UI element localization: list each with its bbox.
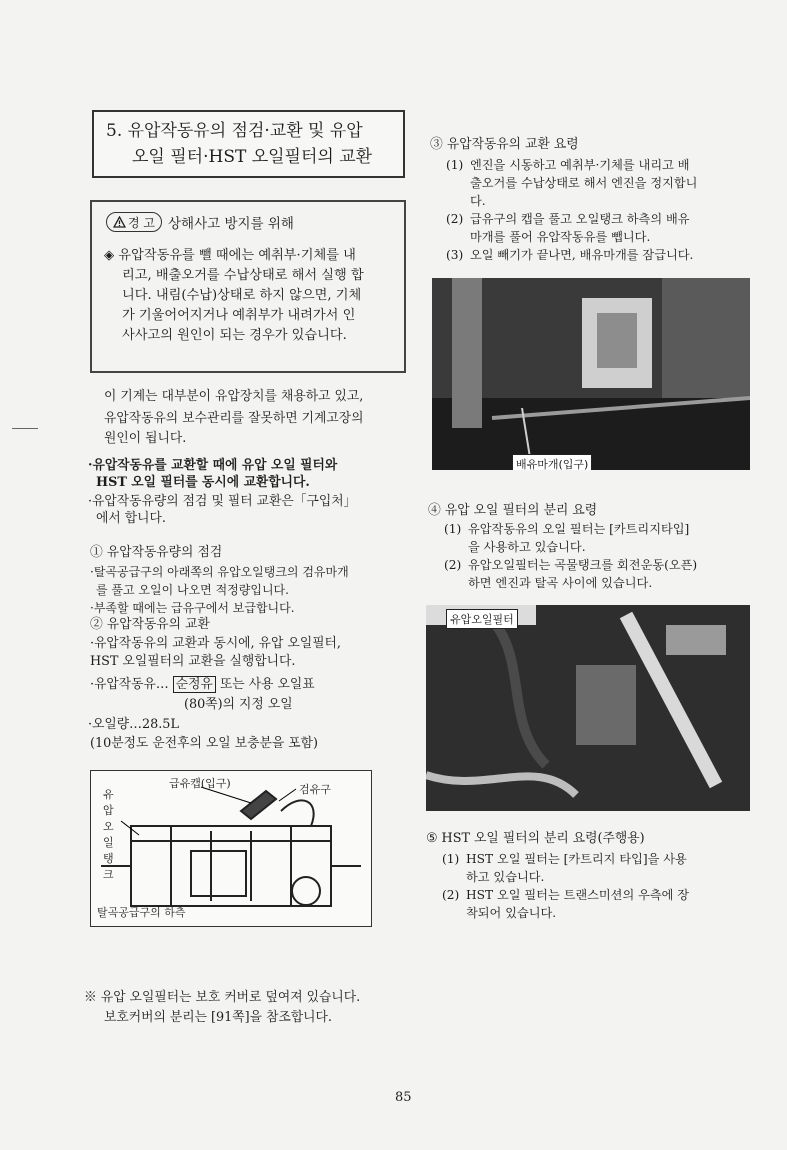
- step1-heading: ① 유압작동유량의 점검: [90, 545, 223, 560]
- oil-amount-note: (10분정도 운전후의 오일 보충분을 포함): [90, 736, 318, 751]
- section-title: [92, 110, 405, 178]
- step2-line: ·유압작동유의 교환과 동시에, 유압 오일필터,: [90, 636, 341, 651]
- intro-line: 이 기계는 대부분이 유압장치를 채용하고 있고,: [104, 389, 364, 404]
- machine-photo-filter: [426, 605, 750, 811]
- genuine-oil-box: 순정유: [173, 676, 216, 693]
- warning-header: [106, 212, 294, 232]
- warning-line: 사사고의 원인이 되는 경우가 있습니다.: [122, 328, 347, 343]
- list-item: (3) 오일 빼기가 끝나면, 배유마개를 잠급니다.: [446, 248, 694, 262]
- note-line: ·유압작동유량의 점검 및 필터 교환은「구입처」: [88, 494, 357, 509]
- warning-badge: [106, 212, 162, 232]
- warning-line: ◈ 유압작동유를 뺄 때에는 예취부·기체를 내: [104, 248, 356, 263]
- section-title-line2: 오일 필터·HST 오일필터의 교환: [132, 147, 373, 167]
- intro-line: 유압작동유의 보수관리를 잘못하면 기계고장의: [104, 411, 364, 426]
- drain-plug-photo: [432, 278, 750, 470]
- check-plug-label: 검유구: [299, 783, 331, 796]
- oil-spec: [90, 676, 315, 694]
- oil-suffix: 또는 사용 오일표: [219, 677, 315, 692]
- step4-list: [444, 520, 754, 592]
- warning-body: [104, 246, 394, 346]
- warning-triangle-icon: [113, 216, 126, 228]
- note-line: ·유압작동유를 교환할 때에 유압 오일 필터와: [88, 458, 338, 473]
- list-item: (1) 엔진을 시동하고 예취부·기체를 내리고 배 출오거를 수납상태로 해서 엔진을 정지합니 다.: [446, 158, 698, 208]
- list-item: (2) 유압오일필터는 곡물탱크를 회전운동(오픈) 하면 엔진과 탈곡 사이에 있습니다.: [444, 558, 698, 590]
- step5-heading: ⑤ HST 오일 필터의 분리 요령(주행용): [426, 831, 645, 846]
- tank-label: 유압오일탱크: [103, 788, 114, 881]
- step1-line: 를 풀고 오일이 나오면 적정량입니다.: [96, 583, 289, 597]
- diamond-bullet-icon: ◈: [104, 248, 115, 263]
- list-item: (1) HST 오일 필터는 [카트리지 타입]을 사용 하고 있습니다.: [442, 852, 687, 884]
- warning-badge-label: 경 고: [128, 215, 155, 230]
- note-line: 에서 합니다.: [96, 511, 166, 526]
- list-item: (2) HST 오일 필터는 트랜스미션의 우측에 장 착되어 있습니다.: [442, 888, 690, 920]
- warning-line: 리고, 배출오거를 수납상태로 해서 실행 합: [122, 268, 364, 283]
- warning-line: 가 기울어어지거나 예취부가 내려가서 인: [122, 308, 356, 323]
- warning-heading: 상해사고 방지를 위해: [168, 216, 294, 232]
- step5-list: [442, 850, 752, 922]
- step3-heading: ③ 유압작동유의 교환 요령: [430, 137, 579, 152]
- step2-heading: ② 유압작동유의 교환: [90, 617, 210, 632]
- intro-line: 원인이 됩니다.: [104, 431, 187, 446]
- list-item: (1) 유압작동유의 오일 필터는 [카트리지타입] 을 사용하고 있습니다.: [444, 522, 690, 554]
- step4-heading: ④ 유압 오일 필터의 분리 요령: [428, 503, 598, 518]
- list-item: (2) 급유구의 캡을 풀고 오일탱크 하측의 배유 마개를 풀어 유압작동유를 뺍니다.: [446, 212, 690, 244]
- step3-list: [446, 156, 756, 264]
- oil-ref: (80쪽)의 지정 오일: [184, 697, 293, 712]
- machine-photo-drain: [432, 278, 750, 470]
- feed-bottom-label: 탈곡공급구의 하측: [97, 906, 186, 919]
- footnote-line2: 보호커버의 분리는 [91쪽]을 참조합니다.: [104, 1010, 332, 1025]
- note-line: HST 오일 필터를 동시에 교환합니다.: [96, 475, 310, 490]
- warning-line: 니다. 내림(수납)상태로 하지 않으면, 기체: [122, 288, 362, 303]
- step1-line: ·탈곡공급구의 아래쪽의 유압오일탱크의 검유마개: [90, 565, 349, 579]
- oil-amount: ·오일량…28.5L: [88, 717, 179, 732]
- page-number: 85: [395, 1090, 412, 1105]
- section-title-line1: 5. 유압작동유의 점검·교환 및 유압: [106, 121, 363, 141]
- step1-line: ·부족할 때에는 급유구에서 보급합니다.: [90, 601, 295, 615]
- footnote-line1: ※ 유압 오일필터는 보호 커버로 덮여져 있습니다.: [84, 990, 361, 1005]
- warning-box: [90, 200, 406, 373]
- hydraulic-filter-photo: [426, 605, 750, 811]
- margin-mark: [12, 428, 38, 429]
- fill-cap-label: 급유캡(입구): [169, 777, 231, 790]
- oil-tank-diagram: [90, 770, 372, 927]
- drain-plug-label: 배유마개(입구): [512, 454, 592, 470]
- hydraulic-filter-label: 유압오일필터: [446, 609, 518, 629]
- oil-prefix: ·유압작동유…: [90, 677, 169, 692]
- step2-line: HST 오일필터의 교환을 실행합니다.: [90, 654, 296, 669]
